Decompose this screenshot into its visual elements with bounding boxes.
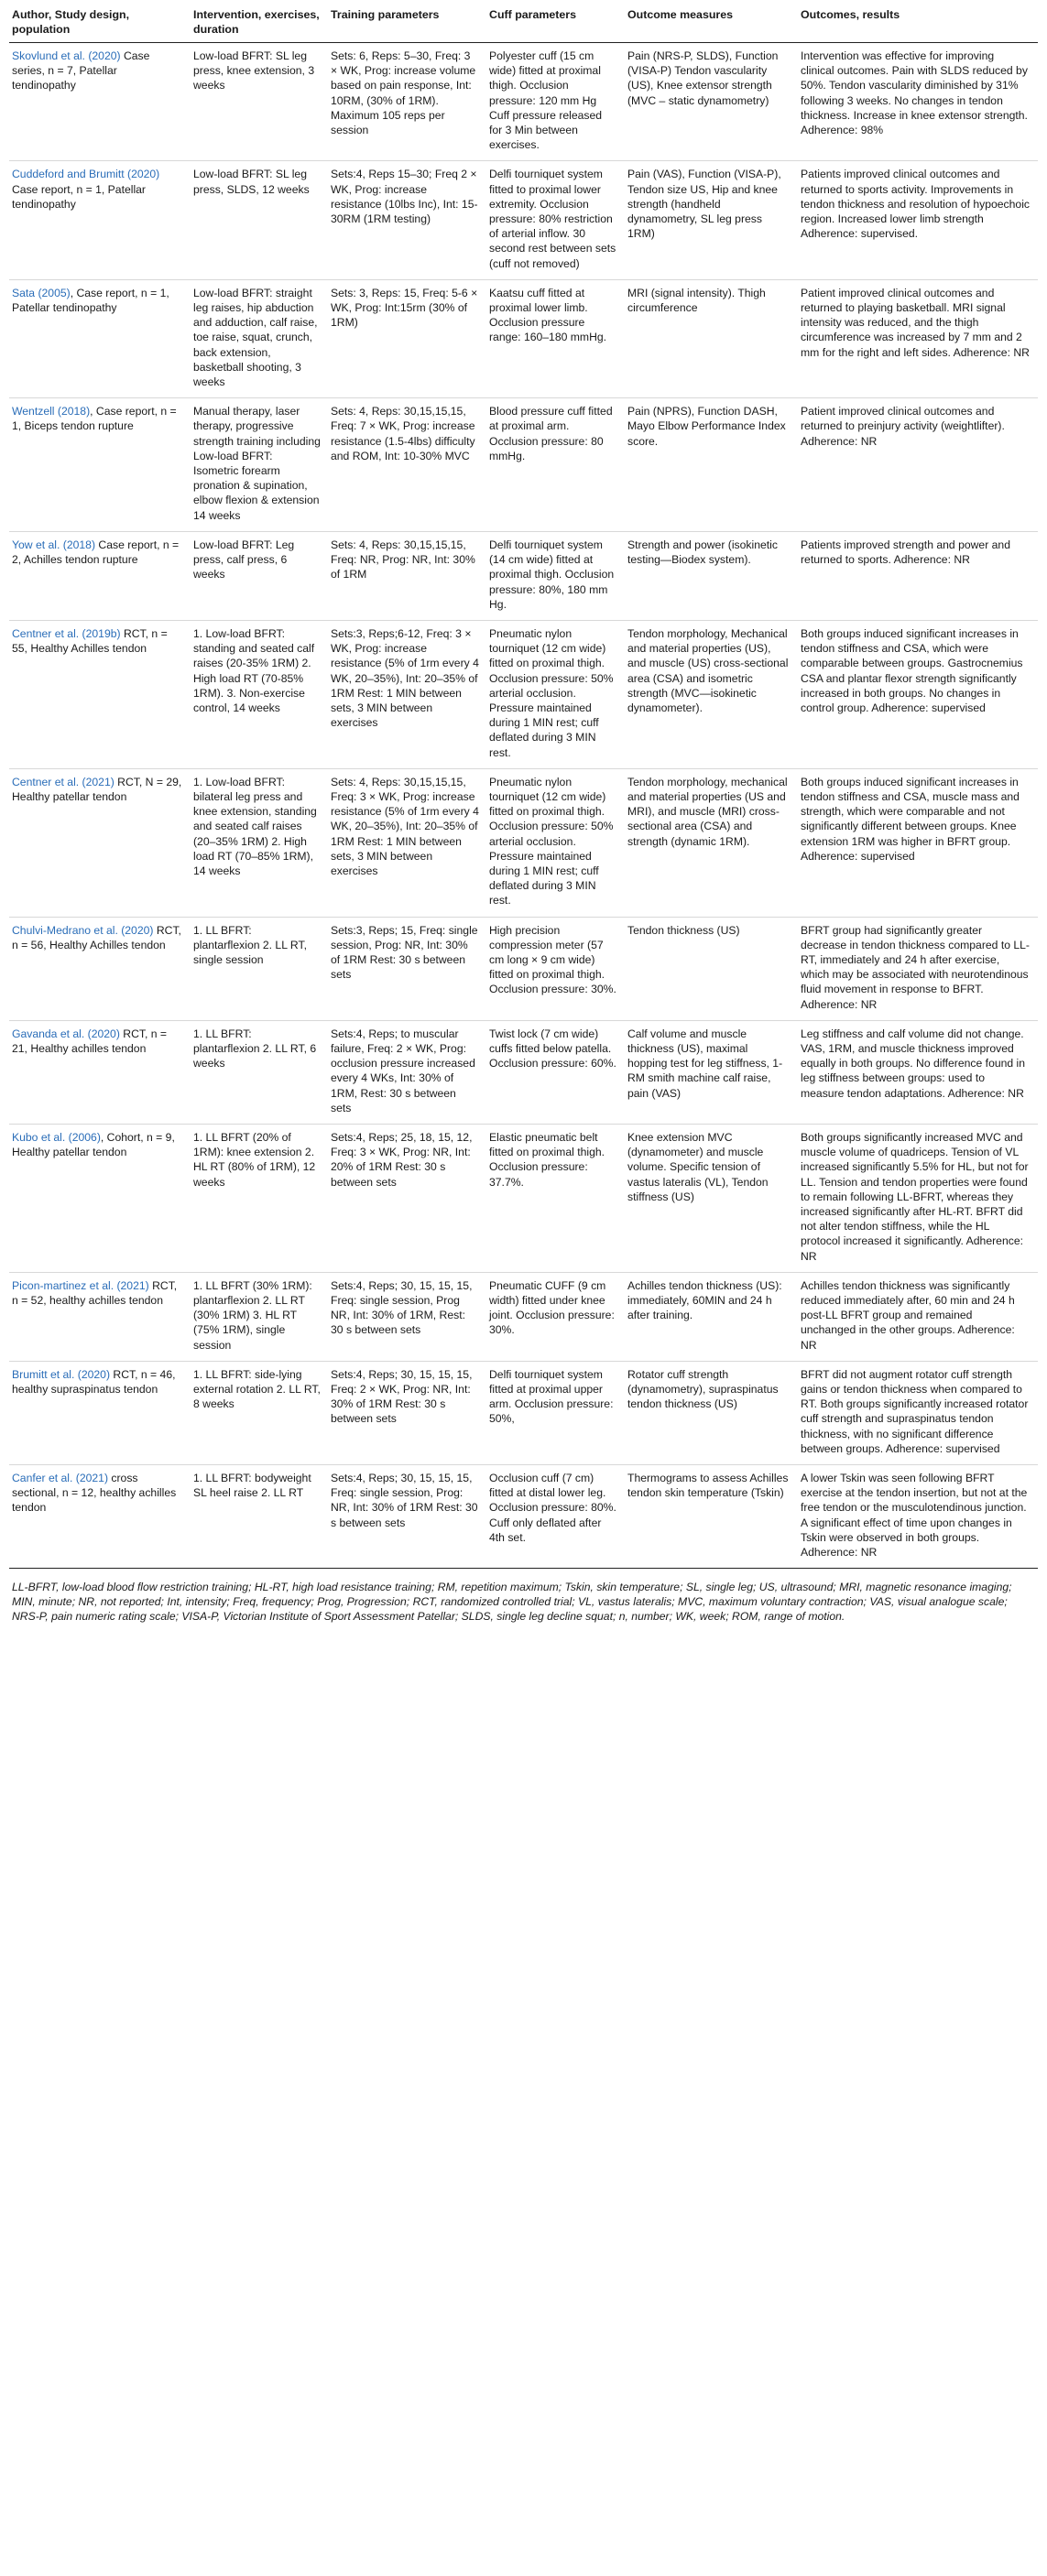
intervention-cell: 1. LL BFRT: plantarflexion 2. LL RT, single session (191, 917, 328, 1020)
study-design-text: RCT, n = 52, healthy achilles tendon (12, 1278, 178, 1308)
study-design-text: Case series, n = 7, Patellar tendinopathy (12, 49, 150, 92)
author-cell (9, 1361, 191, 1464)
citation-link[interactable]: Kubo et al. (2006) (12, 1131, 101, 1144)
author-cell (9, 1465, 191, 1569)
studies-table (9, 7, 1038, 1569)
results-cell: Patient improved clinical outcomes and returned to playing basketball. MRI signal intensity was reduced, and the thigh circumference was increased by 7 mm and 2 mm for the right and left sides. Adherence: NR (798, 279, 1038, 397)
training-cell: Sets:4, Reps; 30, 15, 15, 15, Freq: single session, Prog NR, Int: 30% of 1RM, Rest: 30 s between sets (328, 1272, 486, 1361)
citation-link[interactable]: Brumitt et al. (2020) (12, 1367, 111, 1381)
training-cell: Sets: 4, Reps: 30,15,15,15, Freq: NR, Prog: NR, Int: 30% of 1RM (328, 531, 486, 620)
author-cell (9, 917, 191, 1020)
study-design-text: cross sectional, n = 12, healthy achilles tendon (12, 1472, 177, 1515)
study-design-text: RCT, n = 55, Healthy Achilles tendon (12, 626, 168, 656)
training-cell: Sets:3, Reps; 15, Freq: single session, Prog: NR, Int: 30% of 1RM Rest: 30 s between sets (328, 917, 486, 1020)
results-cell: Leg stiffness and calf volume did not change. VAS, 1RM, and muscle thickness improved equally in both groups. No difference found in leg stiffness between groups: used to measure tendon adaptations. Adherence: NR (798, 1020, 1038, 1124)
cuff-cell: Pneumatic CUFF (9 cm width) fitted under knee joint. Occlusion pressure: 30%. (486, 1272, 625, 1361)
citation-link[interactable]: Canfer et al. (2021) (12, 1472, 109, 1485)
study-design-text: , Case report, n = 1, Biceps tendon rupture (12, 405, 177, 433)
header-outcome-measures: Outcome measures (625, 7, 798, 43)
citation-link[interactable]: Gavanda et al. (2020) (12, 1027, 120, 1040)
results-cell: Patients improved strength and power and returned to sports. Adherence: NR (798, 531, 1038, 620)
results-cell: BFRT group had significantly greater decrease in tendon thickness compared to LL-RT, immediately and 24 h after exercise, which may be associated with neurotendinous fluid movement in response to BFRT. Adherence: NR (798, 917, 1038, 1020)
cuff-cell: Delfi tourniquet system fitted at proximal upper arm. Occlusion pressure: 50%, (486, 1361, 625, 1464)
table-row (9, 1125, 1038, 1273)
author-cell (9, 279, 191, 397)
intervention-cell: 1. LL BFRT: bodyweight SL heel raise 2. LL RT (191, 1465, 328, 1569)
author-cell (9, 1020, 191, 1124)
cuff-cell: Elastic pneumatic belt fitted on proximal thigh. Occlusion pressure: 37.7%. (486, 1125, 625, 1273)
intervention-cell: Low-load BFRT: SL leg press, SLDS, 12 weeks (191, 161, 328, 279)
training-cell: Sets:4, Reps; to muscular failure, Freq: 2 × WK, Prog: occlusion pressure increased every 4 WKs, Int: 30% of 1RM, Rest: 30 s between sets (328, 1020, 486, 1124)
table-row (9, 1272, 1038, 1361)
results-cell: Both groups induced significant increases in tendon stiffness and CSA, which were comparable between groups. Gastrocnemius CSA and plantar flexor strength significantly increased in both groups. No changes in control group. Adherence: supervised (798, 620, 1038, 768)
training-cell: Sets: 6, Reps: 5–30, Freq: 3 × WK, Prog: increase volume based on pain response, Int: 10RM, (30% of 1RM). Maximum 105 reps per session (328, 43, 486, 161)
intervention-cell: 1. Low-load BFRT: bilateral leg press and knee extension, standing and seated calf raises (20–35% 1RM) 2. High load RT (70–85% 1RM), 14 weeks (191, 768, 328, 917)
table-row (9, 768, 1038, 917)
results-cell: A lower Tskin was seen following BFRT exercise at the tendon insertion, but not at the free tendon or the musculotendinous junction. A significant effect of time upon changes in Tskin were observed in both groups. Adherence: NR (798, 1465, 1038, 1569)
author-cell (9, 1272, 191, 1361)
results-cell: BFRT did not augment rotator cuff strength gains or tendon thickness when compared to RT. Both groups significantly increased rotator cuff strength and supraspinatus tendon thickness, with no significant difference between groups. Adherence: supervised (798, 1361, 1038, 1464)
intervention-cell: 1. LL BFRT: plantarflexion 2. LL RT, 6 weeks (191, 1020, 328, 1124)
author-cell (9, 1125, 191, 1273)
intervention-cell: Low-load BFRT: straight leg raises, hip abduction and adduction, calf raise, toe raise, squat, crunch, back extension, basketball shooting, 3 weeks (191, 279, 328, 397)
header-intervention: Intervention, exercises, duration (191, 7, 328, 43)
outcome-measures-cell: Thermograms to assess Achilles tendon skin temperature (Tskin) (625, 1465, 798, 1569)
author-cell (9, 768, 191, 917)
cuff-cell: Delfi tourniquet system (14 cm wide) fitted at proximal thigh. Occlusion pressure: 80%, 180 mm Hg. (486, 531, 625, 620)
training-cell: Sets:3, Reps;6-12, Freq: 3 × WK, Prog: increase resistance (5% of 1rm every 4 WK, 20–35%), Int: 20–35% of 1RM Rest: 1 MIN between sets, 3 MIN between exercises (328, 620, 486, 768)
training-cell: Sets: 4, Reps: 30,15,15,15, Freq: 3 × WK, Prog: increase resistance (5% of 1rm every 4 WK, 20–35%), Int: 20–35% of 1RM Rest: 1 MIN between sets, 3 MIN between exercises (328, 768, 486, 917)
study-design-text: RCT, n = 46, healthy supraspinatus tendon (12, 1367, 176, 1397)
table-row (9, 1465, 1038, 1569)
results-cell: Intervention was effective for improving clinical outcomes. Pain with SLDS reduced by 50%. Tendon vascularity diminished by 31% following 3 weeks. No changes in tendon thickness. Increase in knee extensor strength. Adherence: 98% (798, 43, 1038, 161)
header-author: Author, Study design, population (9, 7, 191, 43)
training-cell: Sets:4, Reps; 30, 15, 15, 15, Freq: 2 × WK, Prog: NR, Int: 30% of 1RM Rest: 30 s between sets (328, 1361, 486, 1464)
table-row (9, 43, 1038, 161)
training-cell: Sets:4, Reps 15–30; Freq 2 × WK, Prog: increase resistance (10lbs Inc), Int: 15-30RM (1RM testing) (328, 161, 486, 279)
table-row (9, 279, 1038, 397)
outcome-measures-cell: Calf volume and muscle thickness (US), maximal hopping test for leg stiffness, 1-RM smith machine calf raise, pain (VAS) (625, 1020, 798, 1124)
study-design-text: RCT, N = 29, Healthy patellar tendon (12, 775, 182, 803)
cuff-cell: Pneumatic nylon tourniquet (12 cm wide) fitted on proximal thigh. Occlusion pressure: 50% arterial occlusion. Pressure maintained during 1 MIN rest; cuff deflated during 3 MIN rest. (486, 768, 625, 917)
table-row (9, 917, 1038, 1020)
cuff-cell: Pneumatic nylon tourniquet (12 cm wide) fitted on proximal thigh. Occlusion pressure: 50% arterial occlusion. Pressure maintained during 1 MIN rest; cuff deflated during 3 MIN rest. (486, 620, 625, 768)
intervention-cell: Low-load BFRT: SL leg press, knee extension, 3 weeks (191, 43, 328, 161)
table-row (9, 1361, 1038, 1464)
citation-link[interactable]: Chulvi-Medrano et al. (2020) (12, 923, 154, 937)
header-results: Outcomes, results (798, 7, 1038, 43)
outcome-measures-cell: Knee extension MVC (dynamometer) and muscle volume. Specific tension of vastus lateralis (VL), Tendon stiffness (US) (625, 1125, 798, 1273)
training-cell: Sets:4, Reps; 30, 15, 15, 15, Freq: single session, Prog: NR, Int: 30% of 1RM Rest: 30 s between sets (328, 1465, 486, 1569)
citation-link[interactable]: Picon-martinez et al. (2021) (12, 1278, 149, 1292)
study-design-text: Case report, n = 2, Achilles tendon rupture (12, 538, 180, 567)
cuff-cell: High precision compression meter (57 cm long × 9 cm wide) fitted on proximal thigh. Occlusion pressure: 30%. (486, 917, 625, 1020)
cuff-cell: Kaatsu cuff fitted at proximal lower limb. Occlusion pressure range: 160–180 mmHg. (486, 279, 625, 397)
results-cell: Patient improved clinical outcomes and returned to preinjury activity (weightlifter). Adherence: NR (798, 398, 1038, 532)
table-row (9, 531, 1038, 620)
author-cell (9, 620, 191, 768)
study-design-text: , Case report, n = 1, Patellar tendinopathy (12, 286, 169, 315)
outcome-measures-cell: Achilles tendon thickness (US): immediately, 60MIN and 24 h after training. (625, 1272, 798, 1361)
table-row (9, 161, 1038, 279)
cuff-cell: Twist lock (7 cm wide) cuffs fitted below patella. Occlusion pressure: 60%. (486, 1020, 625, 1124)
intervention-cell: Manual therapy, laser therapy, progressive strength training including Low-load BFRT: Isometric forearm pronation & supination, elbow flexion & extension 14 weeks (191, 398, 328, 532)
citation-link[interactable]: Skovlund et al. (2020) (12, 49, 121, 62)
outcome-measures-cell: Strength and power (isokinetic testing—Biodex system). (625, 531, 798, 620)
intervention-cell: 1. LL BFRT (30% 1RM): plantarflexion 2. LL RT (30% 1RM) 3. HL RT (75% 1RM), single session (191, 1272, 328, 1361)
outcome-measures-cell: Rotator cuff strength (dynamometry), supraspinatus tendon thickness (US) (625, 1361, 798, 1464)
results-cell: Achilles tendon thickness was significantly reduced immediately after, 60 min and 24 h post-LL BFRT group and remained unchanged in the other groups. Adherence: NR (798, 1272, 1038, 1361)
training-cell: Sets: 4, Reps: 30,15,15,15, Freq: 7 × WK, Prog: increase resistance (1.5-4lbs) difficulty and ROM, Int: 10-30% MVC (328, 398, 486, 532)
study-design-text: RCT, n = 56, Healthy Achilles tendon (12, 923, 181, 951)
training-cell: Sets: 3, Reps: 15, Freq: 5-6 × WK, Prog: Int:15rm (30% of 1RM) (328, 279, 486, 397)
citation-link[interactable]: Yow et al. (2018) (12, 538, 96, 551)
intervention-cell: 1. LL BFRT: side-lying external rotation 2. LL RT, 8 weeks (191, 1361, 328, 1464)
cuff-cell: Occlusion cuff (7 cm) fitted at distal lower leg. Occlusion pressure: 80%. Cuff only deflated after 4th set. (486, 1465, 625, 1569)
table-header-row (9, 7, 1038, 43)
results-cell: Both groups induced significant increases in tendon stiffness and CSA, muscle mass and strength, which were comparable and not significantly different between groups. Knee extension 1RM was higher in BFRT group. Adherence: supervised (798, 768, 1038, 917)
table-row (9, 620, 1038, 768)
intervention-cell: Low-load BFRT: Leg press, calf press, 6 weeks (191, 531, 328, 620)
citation-link[interactable]: Cuddeford and Brumitt (2020) (12, 168, 160, 181)
outcome-measures-cell: Tendon morphology, Mechanical and material properties (US), and muscle (US) cross-sectional area (CSA) and isometric strength (MVC—isokinetic dynamometer). (625, 620, 798, 768)
header-training: Training parameters (328, 7, 486, 43)
author-cell (9, 161, 191, 279)
outcome-measures-cell: Tendon morphology, mechanical and material properties (US and MRI), and muscle (MRI) cross-sectional area (CSA) and strength (dynamic 1RM). (625, 768, 798, 917)
cuff-cell: Blood pressure cuff fitted at proximal arm. Occlusion pressure: 80 mmHg. (486, 398, 625, 532)
citation-link[interactable]: Centner et al. (2021) (12, 775, 115, 788)
outcome-measures-cell: Pain (NRS-P, SLDS), Function (VISA-P) Tendon vascularity (US), Knee extensor strength (MVC – static dynamometry) (625, 43, 798, 161)
study-design-text: Case report, n = 1, Patellar tendinopathy (12, 182, 146, 211)
outcome-measures-cell: Tendon thickness (US) (625, 917, 798, 1020)
results-cell: Patients improved clinical outcomes and returned to sports activity. Improvements in tendon thickness and resolution of hypoechoic region. Increased lower limb strength Adherence: supervised. (798, 161, 1038, 279)
cuff-cell: Delfi tourniquet system fitted to proximal lower extremity. Occlusion pressure: 80% restriction of arterial inflow. 30 second rest between sets (cuff not removed) (486, 161, 625, 279)
cuff-cell: Polyester cuff (15 cm wide) fitted at proximal thigh. Occlusion pressure: 120 mm Hg Cuff pressure released for 3 Min between exercises. (486, 43, 625, 161)
study-design-text: , Cohort, n = 9, Healthy patellar tendon (12, 1131, 175, 1159)
intervention-cell: 1. Low-load BFRT: standing and seated calf raises (20-35% 1RM) 2. High load RT (70-85% 1RM). 3. Non-exercise control, 14 weeks (191, 620, 328, 768)
table-body (9, 43, 1038, 1569)
table-footnote: LL-BFRT, low-load blood flow restriction training; HL-RT, high load resistance training; RM, repetition maximum; Tskin, skin temperature; SL, single leg; US, ultrasound; MRI, magnetic resonance imaging; MIN, minute; NR, not reported; Int, intensity; Freq, frequency; Prog, Progression; RCT, randomized controlled trial; VL, vastus lateralis; MVC, maximum voluntary contraction; VAS, visual analogue scale; NRS-P, pain numeric rating scale; VISA-P, Victorian Institute of Sport Assessment Patellar; SLDS, single leg decline squat; n, number; WK, week; ROM, range of motion. (12, 1581, 1012, 1624)
outcome-measures-cell: MRI (signal intensity). Thigh circumference (625, 279, 798, 397)
author-cell (9, 398, 191, 532)
study-design-text: RCT, n = 21, Healthy achilles tendon (12, 1027, 168, 1055)
outcome-measures-cell: Pain (NPRS), Function DASH, Mayo Elbow Performance Index score. (625, 398, 798, 532)
citation-link[interactable]: Centner et al. (2019b) (12, 626, 121, 640)
citation-link[interactable]: Sata (2005) (12, 286, 71, 299)
training-cell: Sets:4, Reps; 25, 18, 15, 12, Freq: 3 × WK, Prog: NR, Int: 20% of 1RM Rest: 30 s between sets (328, 1125, 486, 1273)
header-cuff: Cuff parameters (486, 7, 625, 43)
table-row (9, 398, 1038, 532)
table-row (9, 1020, 1038, 1124)
author-cell (9, 531, 191, 620)
outcome-measures-cell: Pain (VAS), Function (VISA-P), Tendon size US, Hip and knee strength (handheld dynamometry, SL leg press 1RM) (625, 161, 798, 279)
results-cell: Both groups significantly increased MVC and muscle volume of quadriceps. Tension of VL increased significantly 5.5% for HL, but not for LL. Tension and tendon properties were found to remain following LL-BFRT, whereas they increased significantly after HL-RT. BFRT did not alter tendon stiffness, while the HL protocol increased it significantly. Adherence: NR (798, 1125, 1038, 1273)
intervention-cell: 1. LL BFRT (20% of 1RM): knee extension 2. HL RT (80% of 1RM), 12 weeks (191, 1125, 328, 1273)
citation-link[interactable]: Wentzell (2018) (12, 405, 91, 418)
author-cell (9, 43, 191, 161)
